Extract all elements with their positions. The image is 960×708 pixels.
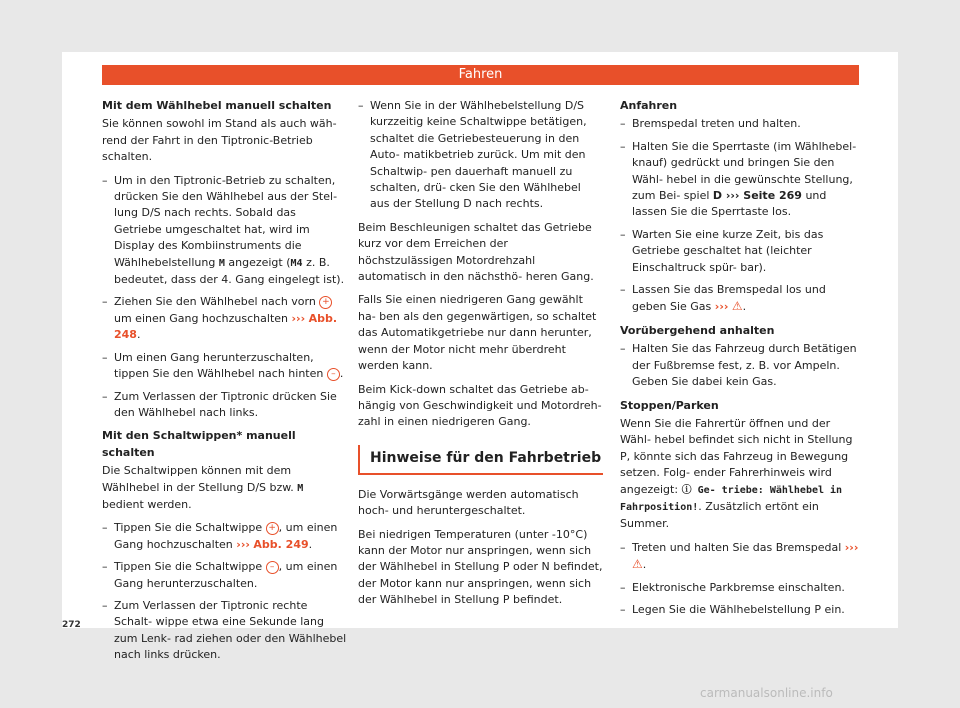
watermark: carmanualsonline.info: [700, 686, 833, 700]
paragraph: Sie können sowohl im Stand als auch wäh- rend der Fahrt in den Tiptronic-Betrieb schalten.: [102, 117, 337, 164]
section-heading: Hinweise für den Fahrbetrieb: [358, 445, 603, 475]
list-item: – Zum Verlassen der Tiptronic drücken Sie den Wählhebel nach links.: [102, 389, 347, 422]
chapter-header: Fahren: [102, 65, 859, 85]
list-item: – Elektronische Parkbremse einschalten.: [620, 580, 860, 596]
column-3: [620, 98, 860, 625]
warning-icon: ⚠: [731, 299, 743, 314]
list-item: – Warten Sie eine kurze Zeit, bis das Getriebe geschaltet hat (leichter Einschaltruck spür- bar).: [620, 227, 860, 276]
heading-manual-shift: Mit dem Wählhebel manuell schalten: [102, 99, 332, 112]
list-item: – Um einen Gang herunterzuschalten, tippen Sie den Wählhebel nach hinten – .: [102, 350, 347, 383]
paragraph: Die Vorwärtsgänge werden automatisch hoch- und heruntergeschaltet.: [358, 487, 579, 518]
paragraph: Die Schaltwippen können mit dem Wählhebel in der Stellung D/S bzw. M bedient werden.: [102, 464, 304, 511]
column-2: [358, 98, 603, 616]
display-message: ⓘ Ge- triebe: Wählhebel in Fahrposition!: [620, 484, 843, 513]
list-item: – Tippen Sie die Schaltwippe – , um einen Gang herunterzuschalten.: [102, 559, 347, 592]
list-item: – Tippen Sie die Schaltwippe + , um einen Gang hochzuschalten ››› Abb. 249.: [102, 520, 347, 553]
list: [358, 98, 603, 213]
page-link[interactable]: D ››› Seite 269: [712, 189, 802, 203]
list-item: – Wenn Sie in der Wählhebelstellung D/S kurzzeitig keine Schaltwippe betätigen, schaltet die Getriebesteuerung in den Auto- matikbetrieb zurück. Um mit den Schaltwip- pen dauerhaft manuell zu schalten, drü- cken Sie den Wählhebel aus der Stellung D nach rechts.: [358, 98, 603, 213]
list-item: – Treten und halten Sie das Bremspedal ››› ⚠.: [620, 540, 860, 574]
list-item: – Legen Sie die Wählhebelstellung P ein.: [620, 602, 860, 618]
list-item: – Bremspedal treten und halten.: [620, 116, 860, 132]
plus-icon: +: [319, 296, 332, 309]
list-item: – Lassen Sie das Bremspedal los und geben Sie Gas ››› ⚠.: [620, 282, 860, 316]
list: [102, 173, 347, 422]
page-number: 272: [62, 620, 81, 630]
list: [620, 341, 860, 390]
warning-icon: ⚠: [632, 557, 643, 572]
minus-icon: –: [266, 561, 279, 574]
figure-link[interactable]: Abb. 248: [114, 311, 338, 342]
list-item: – Ziehen Sie den Wählhebel nach vorn + um einen Gang hochzuschalten ››› Abb. 248.: [102, 294, 347, 343]
heading-start: Anfahren: [620, 99, 678, 112]
list: [620, 540, 860, 619]
minus-icon: –: [327, 368, 340, 381]
list-item: – Zum Verlassen der Tiptronic rechte Schalt- wippe etwa eine Sekunde lang zum Lenk- rad ziehen oder den Wählhebel nach links drücken.: [102, 598, 347, 664]
heading-paddles: Mit den Schaltwippen* manuell schalten: [102, 429, 296, 459]
column-1: [102, 98, 347, 671]
paragraph: Wenn Sie die Fahrertür öffnen und der Wähl- hebel befindet sich nicht in Stellung P, könnte sich das Fahrzeug in Bewegung setzen. Folg- ender Fahrerhinweis wird angezeigt: ⓘ Ge- triebe: Wählhebel in Fahrposition!. Zusätzlich ertönt ein Summer.: [620, 416, 853, 531]
list-item: – Halten Sie die Sperrtaste (im Wählhebel- knauf) gedrückt und bringen Sie den Wähl- hebel in die gewünschte Stellung, zum Bei- spiel D ››› Seite 269 und lassen Sie die Sperrtaste los.: [620, 139, 860, 221]
figure-link[interactable]: Abb. 249: [253, 537, 309, 551]
heading-park: Stoppen/Parken: [620, 398, 719, 412]
paragraph: Beim Kick-down schaltet das Getriebe ab- hängig von Geschwindigkeit und Motordreh- zahl in einen niedrigeren Gang.: [358, 382, 602, 429]
paragraph: Falls Sie einen niedrigeren Gang gewählt ha- ben als den gegenwärtigen, so schaltet das Automatikgetriebe nur dann herunter, wenn der Motor nicht mehr überdreht werden kann.: [358, 293, 597, 373]
paragraph: Bei niedrigen Temperaturen (unter -10°C) kann der Motor nur anspringen, wenn sich der Wählhebel in Stellung P oder N befindet, der Motor kann nur anspringen, wenn sich der Wählhebel in Stellung P befindet.: [358, 527, 603, 607]
heading-stop-temp: Vorübergehend anhalten: [620, 323, 775, 337]
list: [620, 116, 860, 315]
list-item: – Halten Sie das Fahrzeug durch Betätigen der Fußbremse fest, z. B. vor Ampeln. Geben Sie dabei kein Gas.: [620, 341, 860, 390]
list: [102, 520, 347, 663]
list-item: – Um in den Tiptronic-Betrieb zu schalten, drücken Sie den Wählhebel aus der Stel- lung D/S nach rechts. Sobald das Getriebe umgeschaltet hat, wird im Display des Kombiinstruments die Wählhebelstellung M angezeigt (M4 z. B. bedeutet, dass der 4. Gang eingelegt ist).: [102, 173, 347, 289]
paragraph: Beim Beschleunigen schaltet das Getriebe kurz vor dem Erreichen der höchstzulässigen Motordrehzahl automatisch in den nächsthö- heren Gang.: [358, 220, 594, 284]
plus-icon: +: [266, 522, 279, 535]
